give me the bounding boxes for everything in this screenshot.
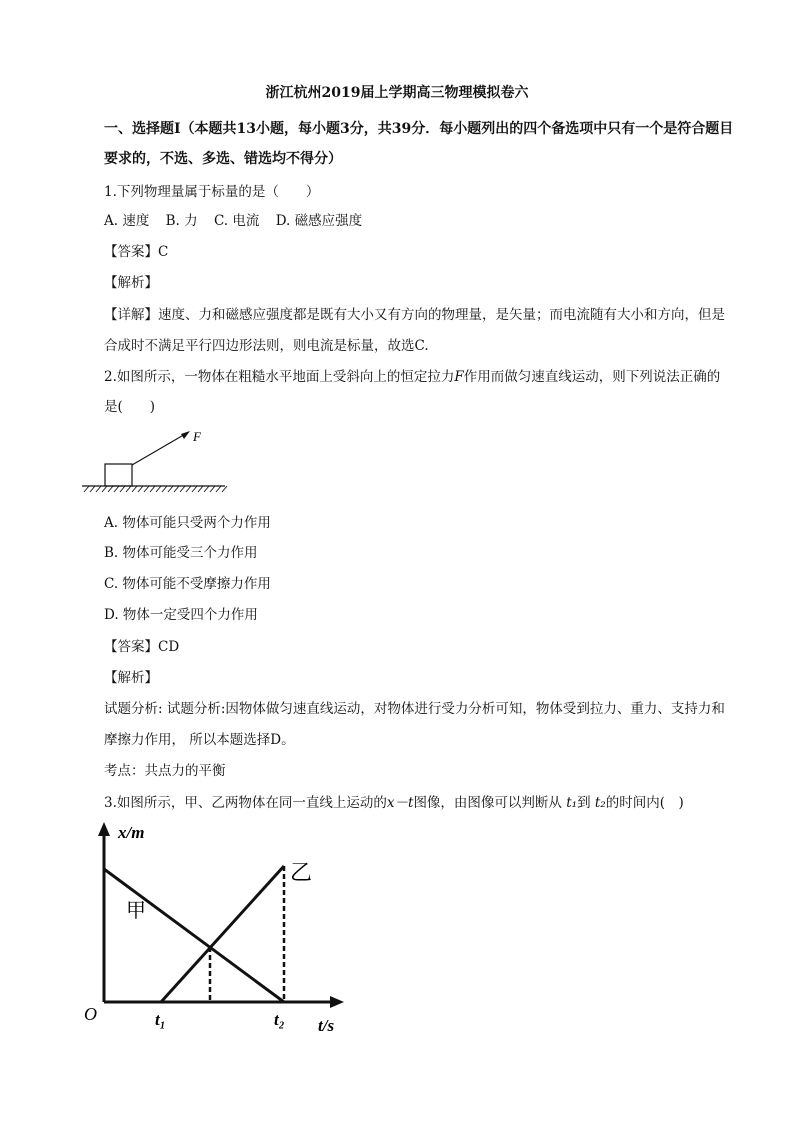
q3-xt-graph bbox=[78, 820, 358, 1040]
q2-ground-hatch-mark bbox=[192, 486, 197, 492]
q2-ground-hatch-mark bbox=[102, 486, 107, 492]
q2-ground-hatch-mark bbox=[168, 486, 173, 492]
q2-ground-hatch-mark bbox=[210, 486, 215, 492]
q2-force-arrow-line bbox=[132, 433, 187, 465]
q2-analysis-line2: 摩擦力作用， 所以本题选择D。 bbox=[104, 732, 295, 748]
q2-ground-hatch-mark bbox=[156, 486, 161, 492]
q2-stem-line1 bbox=[104, 365, 720, 385]
q2-analysis-line1: 试题分析: 试题分析:因物体做匀速直线运动，对物体进行受力分析可知，物体受到拉力、重力、支持力和 bbox=[104, 701, 725, 717]
q2-figure bbox=[80, 425, 230, 495]
q2-ground-hatch-mark bbox=[180, 486, 185, 492]
q3-stem-part3: 的时间内( ) bbox=[605, 795, 684, 811]
q1-option-c: C. 电流 bbox=[213, 213, 260, 229]
q2-ground-hatch-mark bbox=[132, 486, 137, 492]
q2-option-a: A. 物体可能只受两个力作用 bbox=[104, 515, 271, 531]
q3-t1-label: t₁ bbox=[155, 1010, 166, 1029]
section-heading-line2: 要求的，不选、多选、错选均不得分） bbox=[104, 151, 342, 167]
q2-stem-force-var: F bbox=[454, 369, 464, 385]
q2-option-d: D. 物体一定受四个力作用 bbox=[104, 607, 258, 623]
section-heading-line1: 一、选择题Ⅰ（本题共13小题，每小题3分，共39分．每小题列出的四个备选项中只有一个是符合题目 bbox=[104, 121, 734, 137]
q1-option-a: A. 速度 bbox=[104, 213, 150, 229]
q2-ground-hatch-mark bbox=[90, 486, 95, 492]
q3-x-axis-label: t/s bbox=[318, 1016, 335, 1035]
q3-y-axis-arrowhead bbox=[98, 822, 110, 836]
q2-ground-hatch-mark bbox=[120, 486, 125, 492]
q2-force-arrowhead bbox=[181, 431, 190, 439]
q1-options bbox=[104, 209, 374, 229]
q2-ground-hatch-mark bbox=[222, 486, 227, 492]
q2-ground-hatch-mark bbox=[138, 486, 143, 492]
q2-ground-hatch-mark bbox=[108, 486, 113, 492]
q3-stem-to: 到 bbox=[577, 795, 591, 811]
q3-t2-label: t₂ bbox=[274, 1010, 285, 1029]
q2-knowledge-point: 考点：共点力的平衡 bbox=[104, 763, 226, 779]
q3-stem-t1: t₁ bbox=[566, 795, 578, 811]
q3-series-jia-label: 甲 bbox=[126, 898, 146, 922]
q1-detail-line1: 【详解】速度、力和磁感应强度都是既有大小又有方向的物理量，是矢量；而电流随有大小和方向，但是 bbox=[104, 307, 725, 323]
q3-origin-label: O bbox=[84, 1004, 97, 1024]
q2-ground-hatch-mark bbox=[204, 486, 209, 492]
q2-ground-hatch-mark bbox=[198, 486, 203, 492]
q2-option-c: C. 物体可能不受摩擦力作用 bbox=[104, 576, 271, 592]
q1-answer: 【答案】C bbox=[104, 244, 169, 260]
q2-ground-hatch-mark bbox=[144, 486, 149, 492]
q2-block bbox=[105, 464, 132, 486]
q3-series-yi-line bbox=[161, 866, 284, 1002]
q2-ground-hatch-mark bbox=[162, 486, 167, 492]
q3-stem bbox=[104, 791, 684, 811]
q3-stem-part2: 图像，由图像可以判断从 bbox=[413, 795, 562, 811]
q2-ground-hatch-mark bbox=[84, 486, 89, 492]
q2-analysis-label: 【解析】 bbox=[104, 670, 158, 686]
q2-ground-hatch-mark bbox=[186, 486, 191, 492]
q3-y-axis-label: x/m bbox=[118, 823, 145, 842]
q2-ground-hatch-mark bbox=[150, 486, 155, 492]
q2-ground-hatch-mark bbox=[174, 486, 179, 492]
q3-stem-part1: 3.如图所示，甲、乙两物体在同一直线上运动的 bbox=[104, 795, 387, 811]
q1-option-d: D. 磁感应强度 bbox=[275, 213, 363, 229]
q2-option-b: B. 物体可能受三个力作用 bbox=[104, 545, 258, 561]
q1-option-b: B. 力 bbox=[165, 213, 198, 229]
q2-ground-hatch-mark bbox=[216, 486, 221, 492]
q3-series-yi-label: 乙 bbox=[290, 861, 313, 886]
q3-stem-t2: t₂ bbox=[594, 795, 606, 811]
q1-detail-line2: 合成时不满足平行四边形法则，则电流是标量，故选C. bbox=[104, 338, 429, 354]
q3-stem-xt-var: x－t bbox=[386, 795, 414, 811]
q3-series-jia-line bbox=[104, 869, 284, 1002]
q2-stem-line2: 是( ) bbox=[104, 399, 156, 415]
q2-stem-part2: 作用而做匀速直线运动，则下列说法正确的 bbox=[463, 369, 721, 385]
q2-ground-hatch-mark bbox=[96, 486, 101, 492]
q2-force-label: F bbox=[193, 429, 201, 444]
q3-x-axis-arrowhead bbox=[330, 996, 344, 1008]
q1-analysis-label: 【解析】 bbox=[104, 275, 158, 291]
q2-ground-hatch-mark bbox=[114, 486, 119, 492]
q2-ground-hatch bbox=[84, 486, 227, 492]
q2-answer: 【答案】CD bbox=[104, 639, 180, 655]
q1-stem: 1.下列物理量属于标量的是（ ） bbox=[104, 184, 320, 200]
page-title: 浙江杭州2019届上学期高三物理模拟卷六 bbox=[265, 85, 529, 101]
q2-stem-part1: 2.如图所示，一物体在粗糙水平地面上受斜向上的恒定拉力 bbox=[104, 369, 455, 385]
q2-ground-hatch-mark bbox=[126, 486, 131, 492]
